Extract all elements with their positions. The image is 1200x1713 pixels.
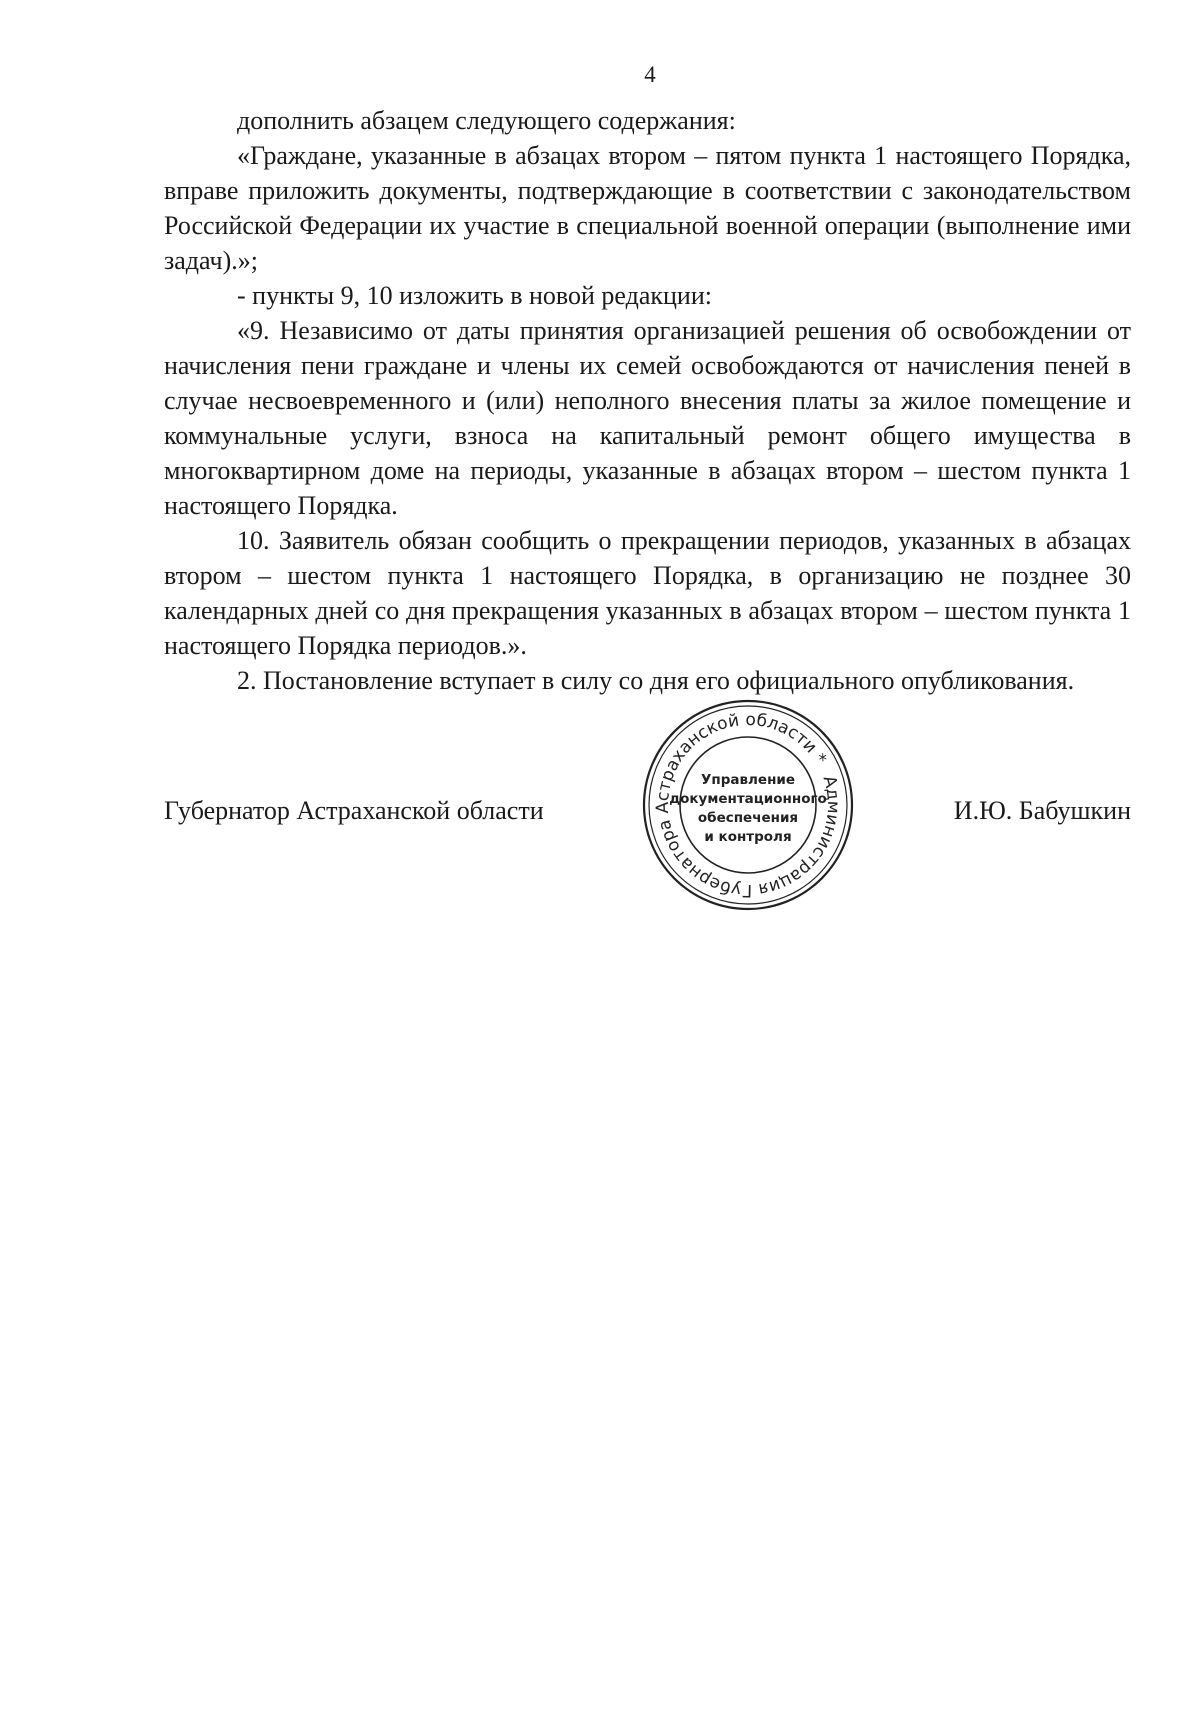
- paragraph: 2. Постановление вступает в силу со дня его официального опубликования.: [237, 666, 1075, 695]
- seal-inner-line: документационного: [669, 791, 827, 807]
- seal-graphic: [638, 695, 858, 915]
- paragraph: 10. Заявитель обязан сообщить о прекращении периодов, указанных в абзацах втором – шестом пункта 1 настоящего Порядка, в организацию не позднее 30 календарных дней со дня прекращения указанных в абзацах втором – шестом пункта 1 настоящего Порядка периодов.».: [164, 526, 1131, 660]
- paragraph: - пункты 9, 10 изложить в новой редакции:: [237, 281, 712, 310]
- seal-inner-line: Управление: [700, 772, 796, 788]
- seal-inner-line: и контроля: [704, 829, 792, 845]
- page-number: 4: [644, 62, 656, 87]
- paragraph: «9. Независимо от даты принятия организацией решения об освобождении от начисления пени граждане и члены их семей освобождаются от начисления пеней в случае несвоевременного и (или) неполного внесения платы за жилое помещение и коммунальные услуги, взноса на капитальный ремонт общего имущества в многоквартирном доме на периоды, указанные в абзацах втором – шестом пункта 1 настоящего Порядка.: [164, 316, 1131, 520]
- paragraph: дополнить абзацем следующего содержания:: [237, 106, 736, 135]
- paragraph: «Граждане, указанные в абзацах втором – пятом пункта 1 настоящего Порядка, вправе приложить документы, подтверждающие в соответствии с законодательством Российской Федерации их участие в специальной военной операции (выполнение ими задач).»;: [164, 141, 1131, 275]
- document-body: [164, 103, 1131, 698]
- signatory-name: И.Ю. Бабушкин: [953, 796, 1131, 825]
- seal-inner-line: обеспечения: [697, 810, 799, 826]
- seal-ring-text: Администрация Губернатора Астраханской области *: [652, 709, 844, 901]
- signatory-position: Губернатор Астраханской области: [164, 796, 544, 825]
- official-seal: [638, 695, 858, 915]
